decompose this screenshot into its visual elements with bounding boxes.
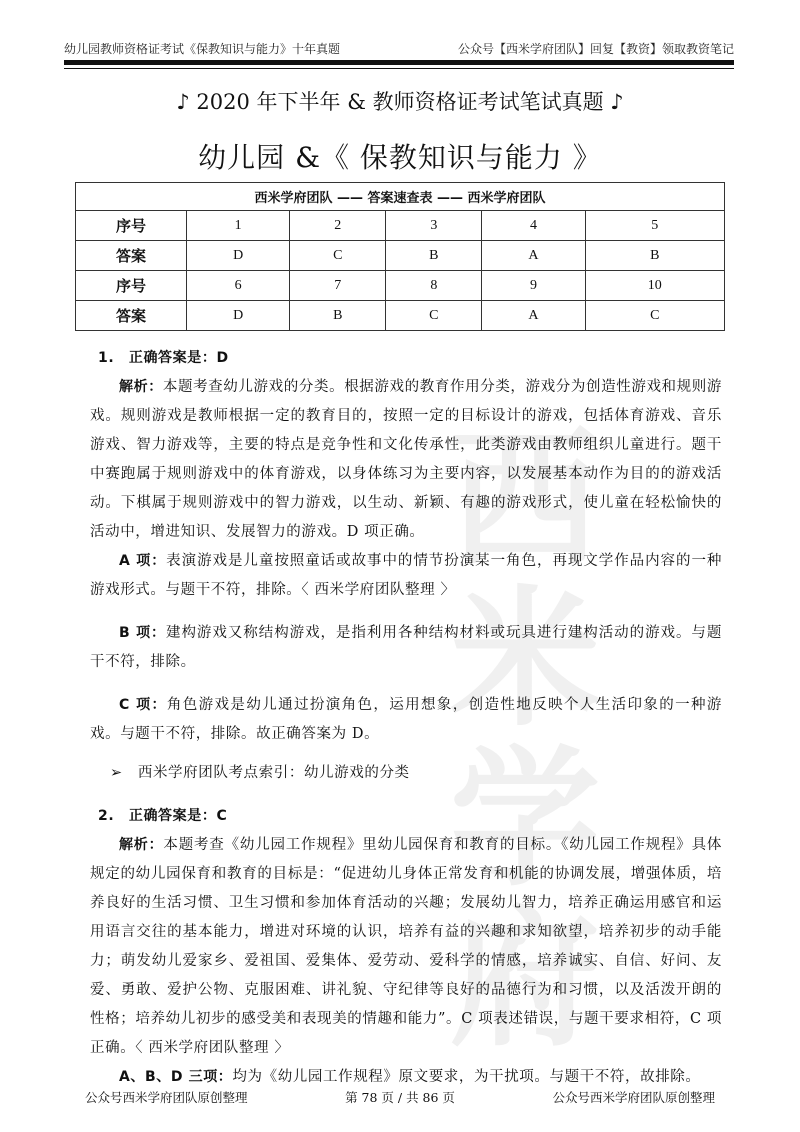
table-row [76,301,725,331]
question-1-heading: 1. 正确答案是：D [98,350,229,366]
question-1-analysis [90,373,722,547]
option-text: 建构游戏又称结构游戏，是指利用各种结构材料或玩具进行建构活动的游戏。与题干不符，排除。 [90,625,722,670]
cell: 9 [482,271,585,301]
row-label: 序号 [76,211,187,241]
page-title: ♪ 2020 年下半年 & 教师资格证考试笔试真题 ♪ [176,90,624,114]
header-left: 幼儿园教师资格证考试《保教知识与能力》十年真题 [64,42,341,56]
running-header [64,40,734,57]
answer-table-caption: 西米学府团队 —— 答案速查表 —— 西米学府团队 [76,183,725,211]
option-text: 角色游戏是幼儿通过扮演角色，运用想象，创造性地反映个人生活印象的一种游戏。与题干不符，排除。故正确答案为 D。 [90,697,722,742]
cell: 2 [290,211,386,241]
header-rule-thin [64,68,734,69]
cell: A [482,241,585,271]
question-1-option-b [90,619,722,677]
option-text: 均为《幼儿园工作规程》原文要求，为干扰项。与题干不符，故排除。 [232,1069,701,1085]
analysis-label: 解析： [119,837,164,853]
cell: 8 [386,271,482,301]
cell: C [585,301,724,331]
analysis-text: 本题考查《幼儿园工作规程》里幼儿园保育和教育的目标。《幼儿园工作规程》具体规定的幼儿园保育和教育的目标是：“促进幼儿身体正常发育和机能的协调发展，增强体质，培养良好的生活习惯、卫生习惯和参加体育活动的兴趣；发展幼儿智力，培养正确运用感官和运用语言交往的基本能力，增进对环境的认识，培养有益的兴趣和求知欲望，培养初步的动手能力；萌发幼儿爱家乡、爱祖国、爱集体、爱劳动、爱科学的情感，培养诚实、自信、好问、友爱、勇敢、爱护公物、克服困难、讲礼貌、守纪律等良好的品德行为和习惯，以及活泼开朗的性格；培养幼儿初步的感受美和表现美的情趣和能力”。C 项表述错误，与题干要求相符，C 项正确。〈 西米学府团队整理 〉 [90,837,722,1056]
cell: 10 [585,271,724,301]
row-label: 答案 [76,241,187,271]
question-1-option-a [90,547,722,605]
cell: 7 [290,271,386,301]
cell: C [386,301,482,331]
answer-table [75,182,725,331]
option-label: A 项： [119,553,167,569]
cell: 6 [187,271,290,301]
cell: 4 [482,211,585,241]
table-row [76,241,725,271]
option-label: A、B、D 三项： [119,1069,233,1085]
answer-explanations [90,344,722,1092]
cell: B [386,241,482,271]
page-subtitle: 幼儿园 &《 保教知识与能力 》 [198,141,602,174]
cell: C [290,241,386,271]
cell: B [585,241,724,271]
table-row [76,211,725,241]
question-1-index-note [110,759,722,788]
option-label: C 项： [119,697,167,713]
footer-right: 公众号西米学府团队原创整理 [552,1090,715,1105]
footer-left: 公众号西米学府团队原创整理 [85,1090,248,1105]
arrow-bullet-icon: ➢ [110,765,138,781]
header-rule-thick [64,60,734,65]
question-2-analysis [90,831,722,1063]
cell: D [187,241,290,271]
analysis-label: 解析： [119,379,163,395]
option-label: B 项： [119,625,167,641]
analysis-text: 本题考查幼儿游戏的分类。根据游戏的教育作用分类，游戏分为创造性游戏和规则游戏。规则游戏是教师根据一定的教育目的，按照一定的目标设计的游戏，包括体育游戏、音乐游戏、智力游戏等，主要的特点是竞争性和文化传承性，此类游戏由教师组织儿童进行。题干中赛跑属于规则游戏中的体育游戏，以身体练习为主要内容，以发展基本动作为目的的游戏活动。下棋属于规则游戏中的智力游戏，以生动、新颖、有趣的游戏形式，使儿童在轻松愉快的活动中，增进知识、发展智力的游戏。D 项正确。 [90,379,722,540]
watermark: 西米 学府 [449,413,600,1067]
index-note-text: 西米学府团队考点索引：幼儿游戏的分类 [137,765,410,781]
cell: 3 [386,211,482,241]
cell: 1 [187,211,290,241]
header-right: 公众号【西米学府团队】回复【教资】领取教资笔记 [457,42,734,56]
question-1-option-c [90,691,722,749]
table-row [76,271,725,301]
option-text: 表演游戏是儿童按照童话或故事中的情节扮演某一角色，再现文学作品内容的一种游戏形式。与题干不符，排除。〈 西米学府团队整理 〉 [90,553,723,598]
cell: 5 [585,211,724,241]
row-label: 答案 [76,301,187,331]
cell: D [187,301,290,331]
page-footer [85,1088,715,1106]
question-2-heading: 2. 正确答案是：C [98,808,228,824]
cell: B [290,301,386,331]
cell: A [482,301,585,331]
page-number: 第 78 页 / 共 86 页 [345,1090,455,1105]
row-label: 序号 [76,271,187,301]
